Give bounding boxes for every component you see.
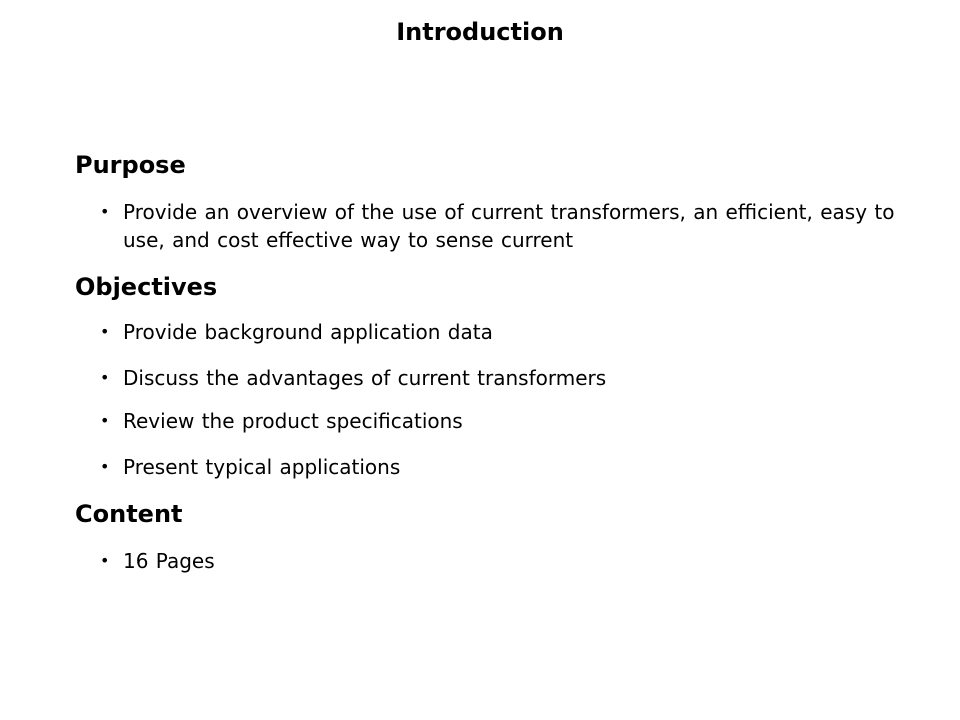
bullet-item: [100, 547, 900, 575]
bullet-text: Present typical applications: [123, 455, 401, 479]
bullet-text: 16 Pages: [123, 549, 215, 573]
bullet-text: Provide an overview of the use of current transformers, an efficient, easy to use, and cost effective way to sense current: [123, 200, 895, 252]
section-heading-purpose: Purpose: [75, 151, 186, 179]
bullet-item: [100, 364, 900, 392]
bullet-item: [100, 453, 900, 481]
bullet-item: [100, 318, 900, 346]
section-heading-content: Content: [75, 500, 183, 528]
bullet-text: Provide background application data: [123, 320, 493, 344]
bullet-text: Review the product specifications: [123, 409, 463, 433]
bullet-icon: •: [100, 411, 110, 430]
bullet-icon: •: [100, 368, 110, 387]
bullet-icon: •: [100, 322, 110, 341]
bullet-item: [100, 407, 900, 435]
bullet-icon: •: [100, 551, 110, 570]
bullet-item: [100, 198, 900, 254]
bullet-icon: •: [100, 202, 110, 221]
bullet-icon: •: [100, 457, 110, 476]
section-heading-objectives: Objectives: [75, 273, 218, 301]
slide-title: Introduction: [396, 18, 564, 46]
bullet-text: Discuss the advantages of current transformers: [123, 366, 607, 390]
